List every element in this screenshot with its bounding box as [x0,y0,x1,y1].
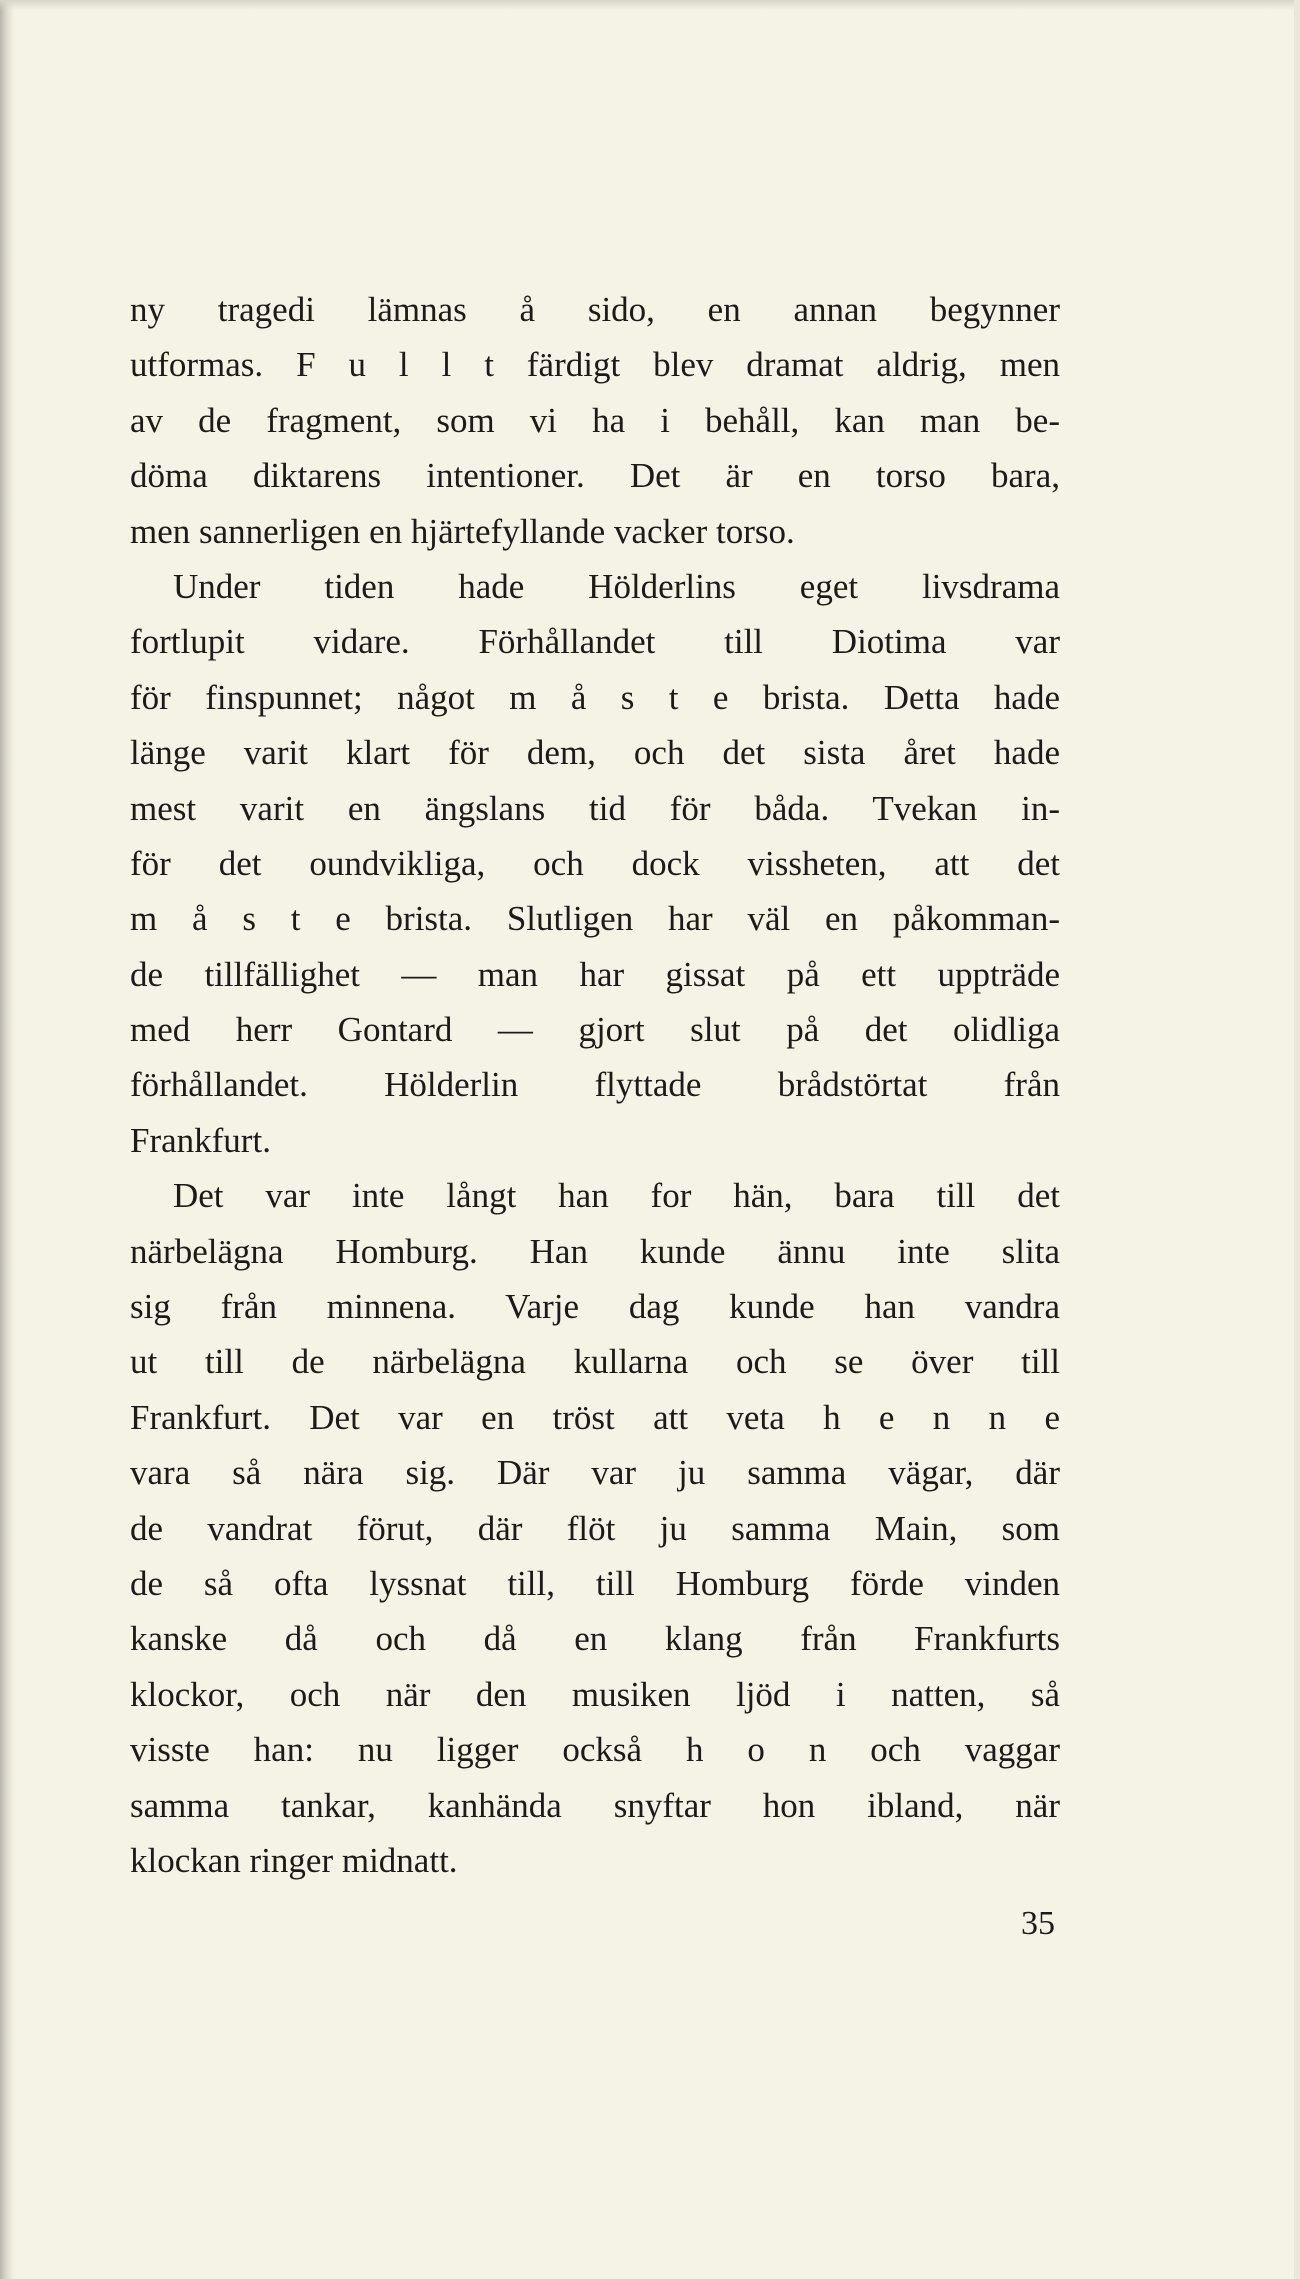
text-line: av de fragment, som vi ha i behåll, kan man be- [130,400,1060,440]
text-line: Frankfurt. [130,1120,271,1160]
text-line: för det oundvikliga, och dock vissheten, att det [130,843,1060,883]
text-line: de så ofta lyssnat till, till Homburg förde vinden [130,1563,1060,1603]
text-line: de tillfällighet — man har gissat på ett uppträde [130,954,1060,994]
text-line: ny tragedi lämnas å sido, en annan begynner [130,290,1060,329]
page-top-shadow [0,0,1300,10]
text-line: för finspunnet; något m å s t e brista. Detta hade [130,677,1060,717]
text-line: samma tankar, kanhända snyftar hon ibland, när [130,1785,1060,1825]
text-line: döma diktarens intentioner. Det är en torso bara, [130,456,1060,496]
text-line: men sannerligen en hjärtefyllande vacker torso. [130,511,795,551]
text-line: sig från minnena. Varje dag kunde han vandra [130,1287,1060,1327]
text-line: länge varit klart för dem, och det sista året hade [130,733,1060,773]
text-line: Det var inte långt han for hän, bara till det [173,1176,1060,1216]
text-line: visste han: nu ligger också h o n och vaggar [130,1730,1060,1770]
text-line: m å s t e brista. Slutligen har väl en påkomman- [130,899,1060,939]
text-line: utformas. F u l l t färdigt blev dramat aldrig, men [130,345,1060,385]
text-line: Frankfurt. Det var en tröst att veta h e n n e [130,1397,1060,1437]
page-number: 35 [1021,1905,1055,1942]
page-right-edge [1294,0,1300,2279]
text-line: förhållandet. Hölderlin flyttade brådstörtat från [130,1065,1060,1105]
text-line: Under tiden hade Hölderlins eget livsdrama [173,566,1060,606]
text-line: med herr Gontard — gjort slut på det olidliga [130,1010,1060,1050]
text-line: vara så nära sig. Där var ju samma vägar, där [130,1453,1060,1493]
page-gutter-shadow [0,0,14,2279]
text-line: ut till de närbelägna kullarna och se över till [130,1342,1060,1382]
text-line: klockan ringer midnatt. [130,1840,458,1880]
text-line: mest varit en ängslans tid för båda. Tvekan in- [130,788,1060,828]
text-line: fortlupit vidare. Förhållandet till Diotima var [130,622,1060,662]
text-line: de vandrat förut, där flöt ju samma Main, som [130,1508,1060,1548]
text-line: närbelägna Homburg. Han kunde ännu inte slita [130,1231,1060,1271]
text-line: klockor, och när den musiken ljöd i natten, så [130,1674,1060,1714]
body-text [130,282,1060,1888]
text-line: kanske då och då en klang från Frankfurts [130,1619,1060,1659]
